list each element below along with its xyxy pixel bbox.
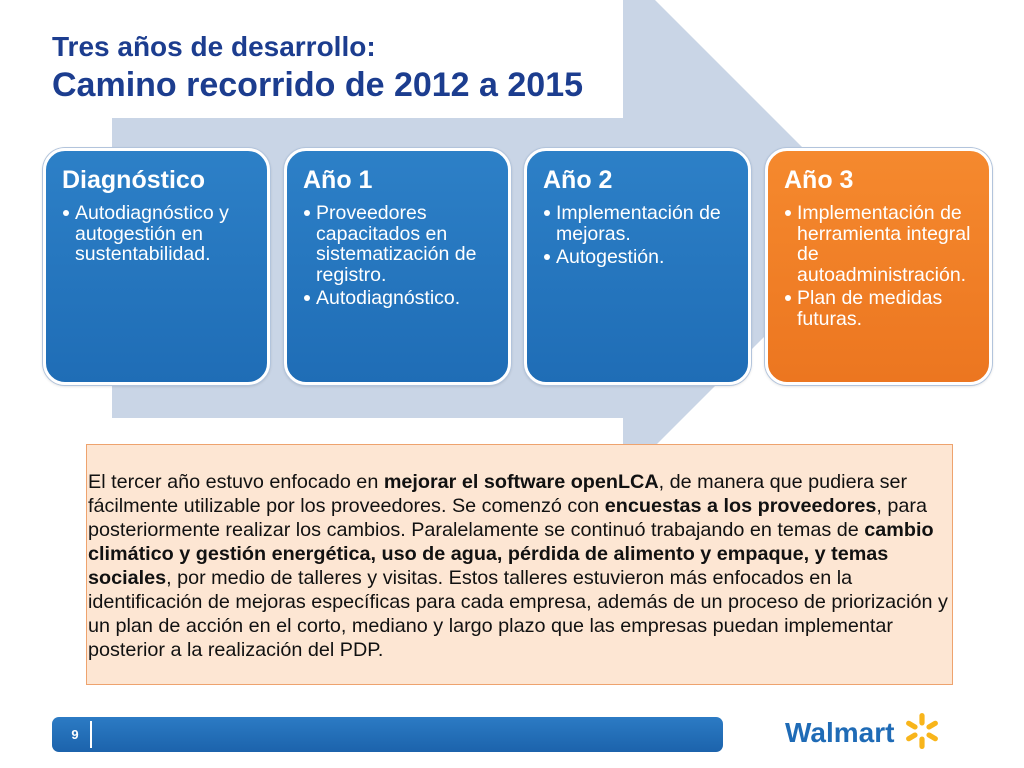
bullet-icon: [304, 295, 310, 301]
note-text-bold: climático y gestión energética, uso de agua, pérdida de alimento y empaque, y temas: [88, 543, 889, 565]
note-line: [88, 518, 952, 542]
spark-ray: [925, 731, 938, 742]
step-bullet: [543, 247, 741, 268]
step-bullet-list: [543, 203, 742, 268]
walmart-spark-icon: [900, 708, 946, 754]
summary-note-box: [86, 444, 953, 685]
spark-ray: [919, 737, 924, 750]
spark-ray: [905, 720, 918, 731]
step-bullet-list: [303, 203, 502, 309]
footer-divider: [90, 721, 92, 748]
page-number: 9: [71, 727, 79, 742]
slide-subtitle: Camino recorrido de 2012 a 2015: [52, 66, 584, 104]
step-bullet: [543, 203, 741, 244]
bullet-text: Autodiagnóstico y autogestión en sustentabilidad.: [75, 202, 229, 265]
step-title: Año 2: [543, 166, 613, 194]
bullet-icon: [544, 254, 550, 260]
bullet-text: Implementación de mejoras.: [556, 202, 721, 245]
bullet-icon: [304, 210, 310, 216]
note-text: posteriormente realizar los cambios. Paralelamente se continuó trabajando en temas de: [88, 519, 865, 541]
step-bullet: [784, 203, 982, 285]
step-title: Diagnóstico: [62, 166, 206, 194]
step-title: Año 3: [784, 166, 854, 194]
step-card-ano-1: [284, 148, 511, 385]
bullet-text: Plan de medidas futuras.: [797, 287, 943, 330]
note-text-bold: sociales: [88, 567, 167, 589]
step-title: Año 1: [303, 166, 373, 194]
step-bullet: [784, 288, 982, 329]
note-line: [88, 494, 952, 518]
step-card-ano-3: [765, 148, 992, 385]
note-text: El tercer año estuvo enfocado en: [88, 471, 384, 493]
walmart-logo-wordmark: Walmart: [785, 717, 895, 748]
spark-ray: [925, 720, 938, 731]
note-line: [88, 542, 952, 566]
note-text: fácilmente utilizable por los proveedores. Se comenzó con: [88, 495, 605, 517]
note-text-bold: encuestas a los proveedores: [604, 495, 877, 517]
bullet-icon: [785, 210, 791, 216]
note-line: [88, 470, 952, 494]
note-text: , de manera que pudiera ser: [658, 471, 908, 493]
note-text: , para: [876, 495, 927, 517]
footer-bar: [52, 717, 723, 752]
spark-ray: [919, 713, 924, 726]
note-text: posterior a la realización del PDP.: [88, 639, 384, 661]
note-line: [88, 566, 952, 590]
note-text: identificación de mejoras específicas para cada empresa, además de un proceso de priorización y: [88, 591, 948, 613]
step-card-diagnostico: [43, 148, 270, 385]
bullet-text: Autogestión.: [556, 246, 665, 268]
note-line: [88, 638, 952, 662]
spark-ray: [905, 731, 918, 742]
step-bullet: [303, 203, 501, 285]
note-line: [88, 590, 952, 614]
step-bullet-list: [784, 203, 983, 329]
note-text: un plan de acción en el corto, mediano y largo plazo que las empresas puedan implementar: [88, 615, 893, 637]
step-card-ano-2: [524, 148, 751, 385]
bullet-icon: [63, 210, 69, 216]
slide-title: Tres años de desarrollo:: [52, 31, 376, 62]
bullet-icon: [544, 210, 550, 216]
note-text: , por medio de talleres y visitas. Estos talleres estuvieron más enfocados en la: [166, 567, 853, 589]
note-line: [88, 614, 952, 638]
bullet-text: Proveedores capacitados en sistematización de registro.: [316, 202, 477, 286]
note-text-bold: mejorar el software openLCA: [383, 471, 659, 493]
step-bullet: [62, 203, 260, 265]
bullet-icon: [785, 295, 791, 301]
bullet-text: Autodiagnóstico.: [316, 287, 461, 309]
note-text-bold: cambio: [864, 519, 934, 541]
step-bullet-list: [62, 203, 261, 265]
bullet-text: Implementación de herramienta integral de autoadministración.: [797, 202, 971, 286]
step-bullet: [303, 288, 501, 309]
